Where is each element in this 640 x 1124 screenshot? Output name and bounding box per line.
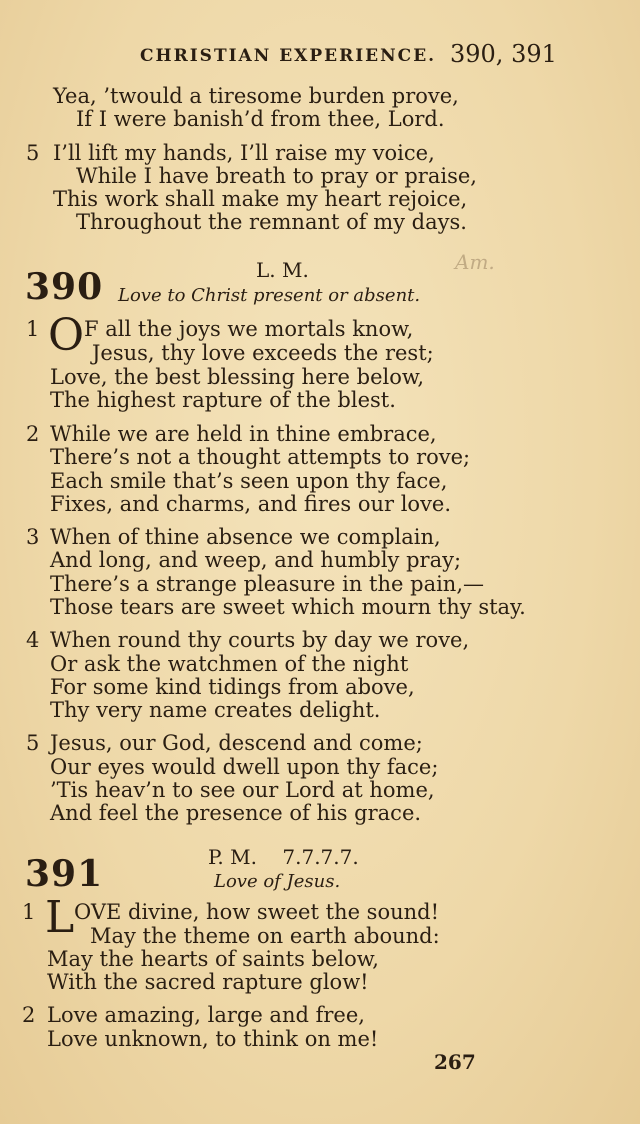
verse-line: F all the joys we mortals know, [84,317,414,341]
verse-line: Fixes, and charms, and fires our love. [50,492,452,516]
verse-line: Thy very name creates delight. [50,698,381,722]
hymn-meter: P. M. 7.7.7.7. [208,845,359,869]
verse-number: 5 [26,731,40,755]
hymn-number: 390 [25,266,104,308]
verse-line: When of thine absence we complain, [50,525,441,549]
verse-line: Jesus, thy love exceeds the rest; [92,341,434,365]
verse-line: Our eyes would dwell upon thy face; [50,755,439,779]
verse-number: 2 [22,1003,36,1027]
verse-line: I’ll lift my hands, I’ll raise my voice, [53,141,435,165]
running-header-numbers: 390, 391 [450,40,557,68]
verse-line: While we are held in thine embrace, [50,422,437,446]
hymn-number: 391 [25,853,104,895]
verse-line: Or ask the watchmen of the night [50,652,409,676]
verse-number: 5 [26,141,40,165]
verse-line: This work shall make my heart rejoice, [53,187,468,211]
verse-line: Throughout the remnant of my days. [76,210,467,234]
verse-line: If I were banish’d from thee, Lord. [76,107,445,131]
verse-number: 1 [26,317,40,341]
verse-line: May the theme on earth abound: [90,924,440,948]
verse-line: May the hearts of saints below, [47,947,379,971]
verse-line: With the sacred rapture glow! [47,970,369,994]
verse-line: For some kind tidings from above, [50,675,415,699]
verse-line: Yea, ’twould a tiresome burden prove, [53,84,459,108]
handwritten-marginalia: Am. [455,250,495,274]
verse-line: There’s a strange pleasure in the pain,— [50,572,485,596]
verse-line: Love, the best blessing here below, [50,365,425,389]
verse-line: There’s not a thought attempts to rove; [50,445,471,469]
verse-line: While I have breath to pray or praise, [76,164,477,188]
verse-line: And long, and weep, and humbly pray; [50,548,462,572]
drop-cap: L [45,892,75,943]
verse-number: 1 [22,900,36,924]
verse-line: Jesus, our God, descend and come; [50,731,423,755]
verse-number: 3 [26,525,40,549]
page-number: 267 [434,1050,476,1074]
verse-line: OVE divine, how sweet the sound! [74,900,440,924]
verse-line: Love amazing, large and free, [47,1003,365,1027]
verse-number: 4 [26,628,40,652]
drop-cap: O [48,310,85,361]
hymn-subtitle: Love of Jesus. [214,871,341,892]
hymn-meter: L. M. [256,258,309,282]
verse-line: And feel the presence of his grace. [50,801,422,825]
verse-line: When round thy courts by day we rove, [50,628,470,652]
verse-line: The highest rapture of the blest. [50,388,396,412]
running-header-title: CHRISTIAN EXPERIENCE. [140,46,437,66]
verse-number: 2 [26,422,40,446]
verse-line: Those tears are sweet which mourn thy stay. [50,595,526,619]
verse-line: ’Tis heav’n to see our Lord at home, [50,778,435,802]
hymn-subtitle: Love to Christ present or absent. [118,285,421,306]
verse-line: Each smile that’s seen upon thy face, [50,469,448,493]
verse-line: Love unknown, to think on me! [47,1027,379,1051]
